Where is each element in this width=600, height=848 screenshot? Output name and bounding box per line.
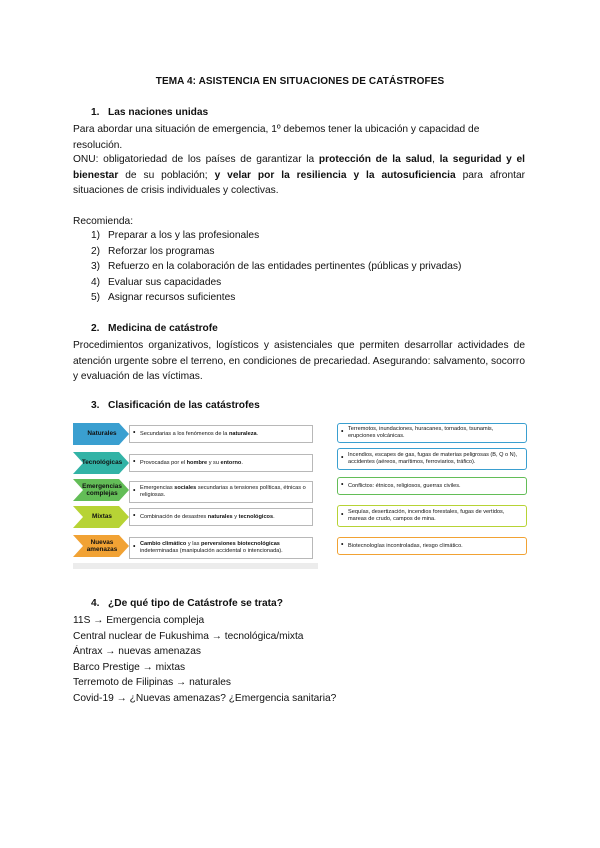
list-item: 2) Reforzar los programas bbox=[91, 245, 215, 257]
onu-paragraph bbox=[73, 152, 525, 199]
list-item: 4) Evaluar sus capacidades bbox=[91, 276, 222, 288]
category-label: Mixtas bbox=[92, 513, 112, 520]
list-item: 1) Preparar a los y las profesionales bbox=[91, 230, 260, 241]
section-2-title: Medicina de catástrofe bbox=[108, 323, 218, 334]
example-line: Terremoto de Filipinas → naturales bbox=[73, 677, 231, 689]
examples-list bbox=[73, 613, 525, 707]
section-2-number: 2. bbox=[91, 323, 100, 334]
recomienda-label: Recomienda: bbox=[73, 216, 134, 227]
section-3-number: 3. bbox=[91, 400, 100, 411]
category-description: • Provocadas por el hombre y su entorno. bbox=[129, 454, 313, 472]
example-line: Central nuclear de Fukushima → tecnológica/mixta bbox=[73, 630, 304, 642]
onu-text-c: , bbox=[432, 154, 440, 165]
section-4-title: ¿De qué tipo de Catástrofe se trata? bbox=[108, 598, 283, 609]
section-2-heading bbox=[91, 323, 218, 334]
list-item: 3) Refuerzo en la colaboración de las entidades pertinentes (públicas y privadas) bbox=[91, 261, 462, 273]
recommendations-list bbox=[91, 228, 461, 306]
category-examples: • Incendios, escapes de gas, fugas de materias peligrosas (B, Q o N), accidentes (aéreos, marítimos, ferroviarios, tráfico). bbox=[337, 448, 527, 470]
example-line: Barco Prestige → mixtas bbox=[73, 661, 186, 673]
section-1-number: 1. bbox=[91, 107, 100, 118]
onu-bold-salud: protección de la salud bbox=[318, 154, 433, 165]
category-description: • Secundarias a los fenómenos de la naturaleza. bbox=[129, 425, 313, 443]
onu-bold-resiliencia: y velar por la resiliencia y la autosuficiencia bbox=[214, 169, 456, 181]
category-label: Naturales bbox=[87, 430, 117, 437]
section-1-title: Las naciones unidas bbox=[108, 107, 209, 118]
category-label: Emergencias complejas bbox=[82, 483, 122, 497]
category-label: Nuevas amenazas bbox=[86, 539, 118, 553]
category-examples: • Biotecnologías incontroladas, riesgo climático. bbox=[337, 537, 527, 555]
section-3-title: Clasificación de las catástrofes bbox=[108, 400, 260, 411]
category-label: Tecnológicas bbox=[81, 459, 123, 466]
section-1-heading bbox=[91, 107, 208, 118]
section-3-heading bbox=[91, 400, 260, 411]
classification-diagram bbox=[73, 413, 530, 571]
onu-text-d: de su población; bbox=[118, 169, 215, 181]
section-4-heading bbox=[91, 598, 283, 609]
onu-bold-seguridad: la seguridad y el bienestar bbox=[73, 154, 525, 181]
section-4-number: 4. bbox=[91, 598, 100, 609]
example-line: 11S → Emergencia compleja bbox=[73, 615, 205, 626]
category-description: • Cambio climático y las perversiones biotecnológicas indeterminadas (manipulación accidental o intencionada). bbox=[129, 537, 313, 559]
section-2-paragraph: Procedimientos organizativos, logísticos y asistenciales que permiten desarrollar actividades de atención urgente sobre el terreno, en condiciones de precariedad. Asegurando: salvamento, socorro y evaluación de las víctimas. bbox=[73, 340, 525, 383]
category-examples: • Terremotos, inundaciones, huracanes, tornados, tsunamis, erupciones volcánicas. bbox=[337, 423, 527, 443]
category-examples: • Sequías, desertización, incendios forestales, fugas de vertidos, mareas de crudo, campos de mina. bbox=[337, 505, 527, 527]
example-line: Ántrax → nuevas amenazas bbox=[73, 646, 201, 658]
example-line: Covid-19 → ¿Nuevas amenazas? ¿Emergencia sanitaria? bbox=[73, 692, 337, 704]
page-title: TEMA 4: ASISTENCIA EN SITUACIONES DE CATÁSTROFES bbox=[155, 76, 445, 87]
onu-text-a: ONU: obligatoriedad de los países de garantizar la bbox=[73, 154, 319, 165]
onu-text-e: para afrontar situaciones de crisis individuales y colectivas. bbox=[73, 169, 526, 197]
list-item: 5) Asignar recursos suficientes bbox=[91, 292, 236, 304]
category-description: • Combinación de desastres naturales y tecnológicos. bbox=[129, 508, 313, 526]
category-examples: • Conflictos: étnicos, religiosos, guerras civiles. bbox=[337, 477, 527, 495]
diagram-shadow bbox=[73, 563, 318, 569]
section-1-paragraph: Para abordar una situación de emergencia, 1º debemos tener la ubicación y capacidad de resolución. bbox=[73, 124, 480, 151]
category-description: • Emergencias sociales secundarias a tensiones políticas, étnicas o religiosas. bbox=[129, 481, 313, 503]
